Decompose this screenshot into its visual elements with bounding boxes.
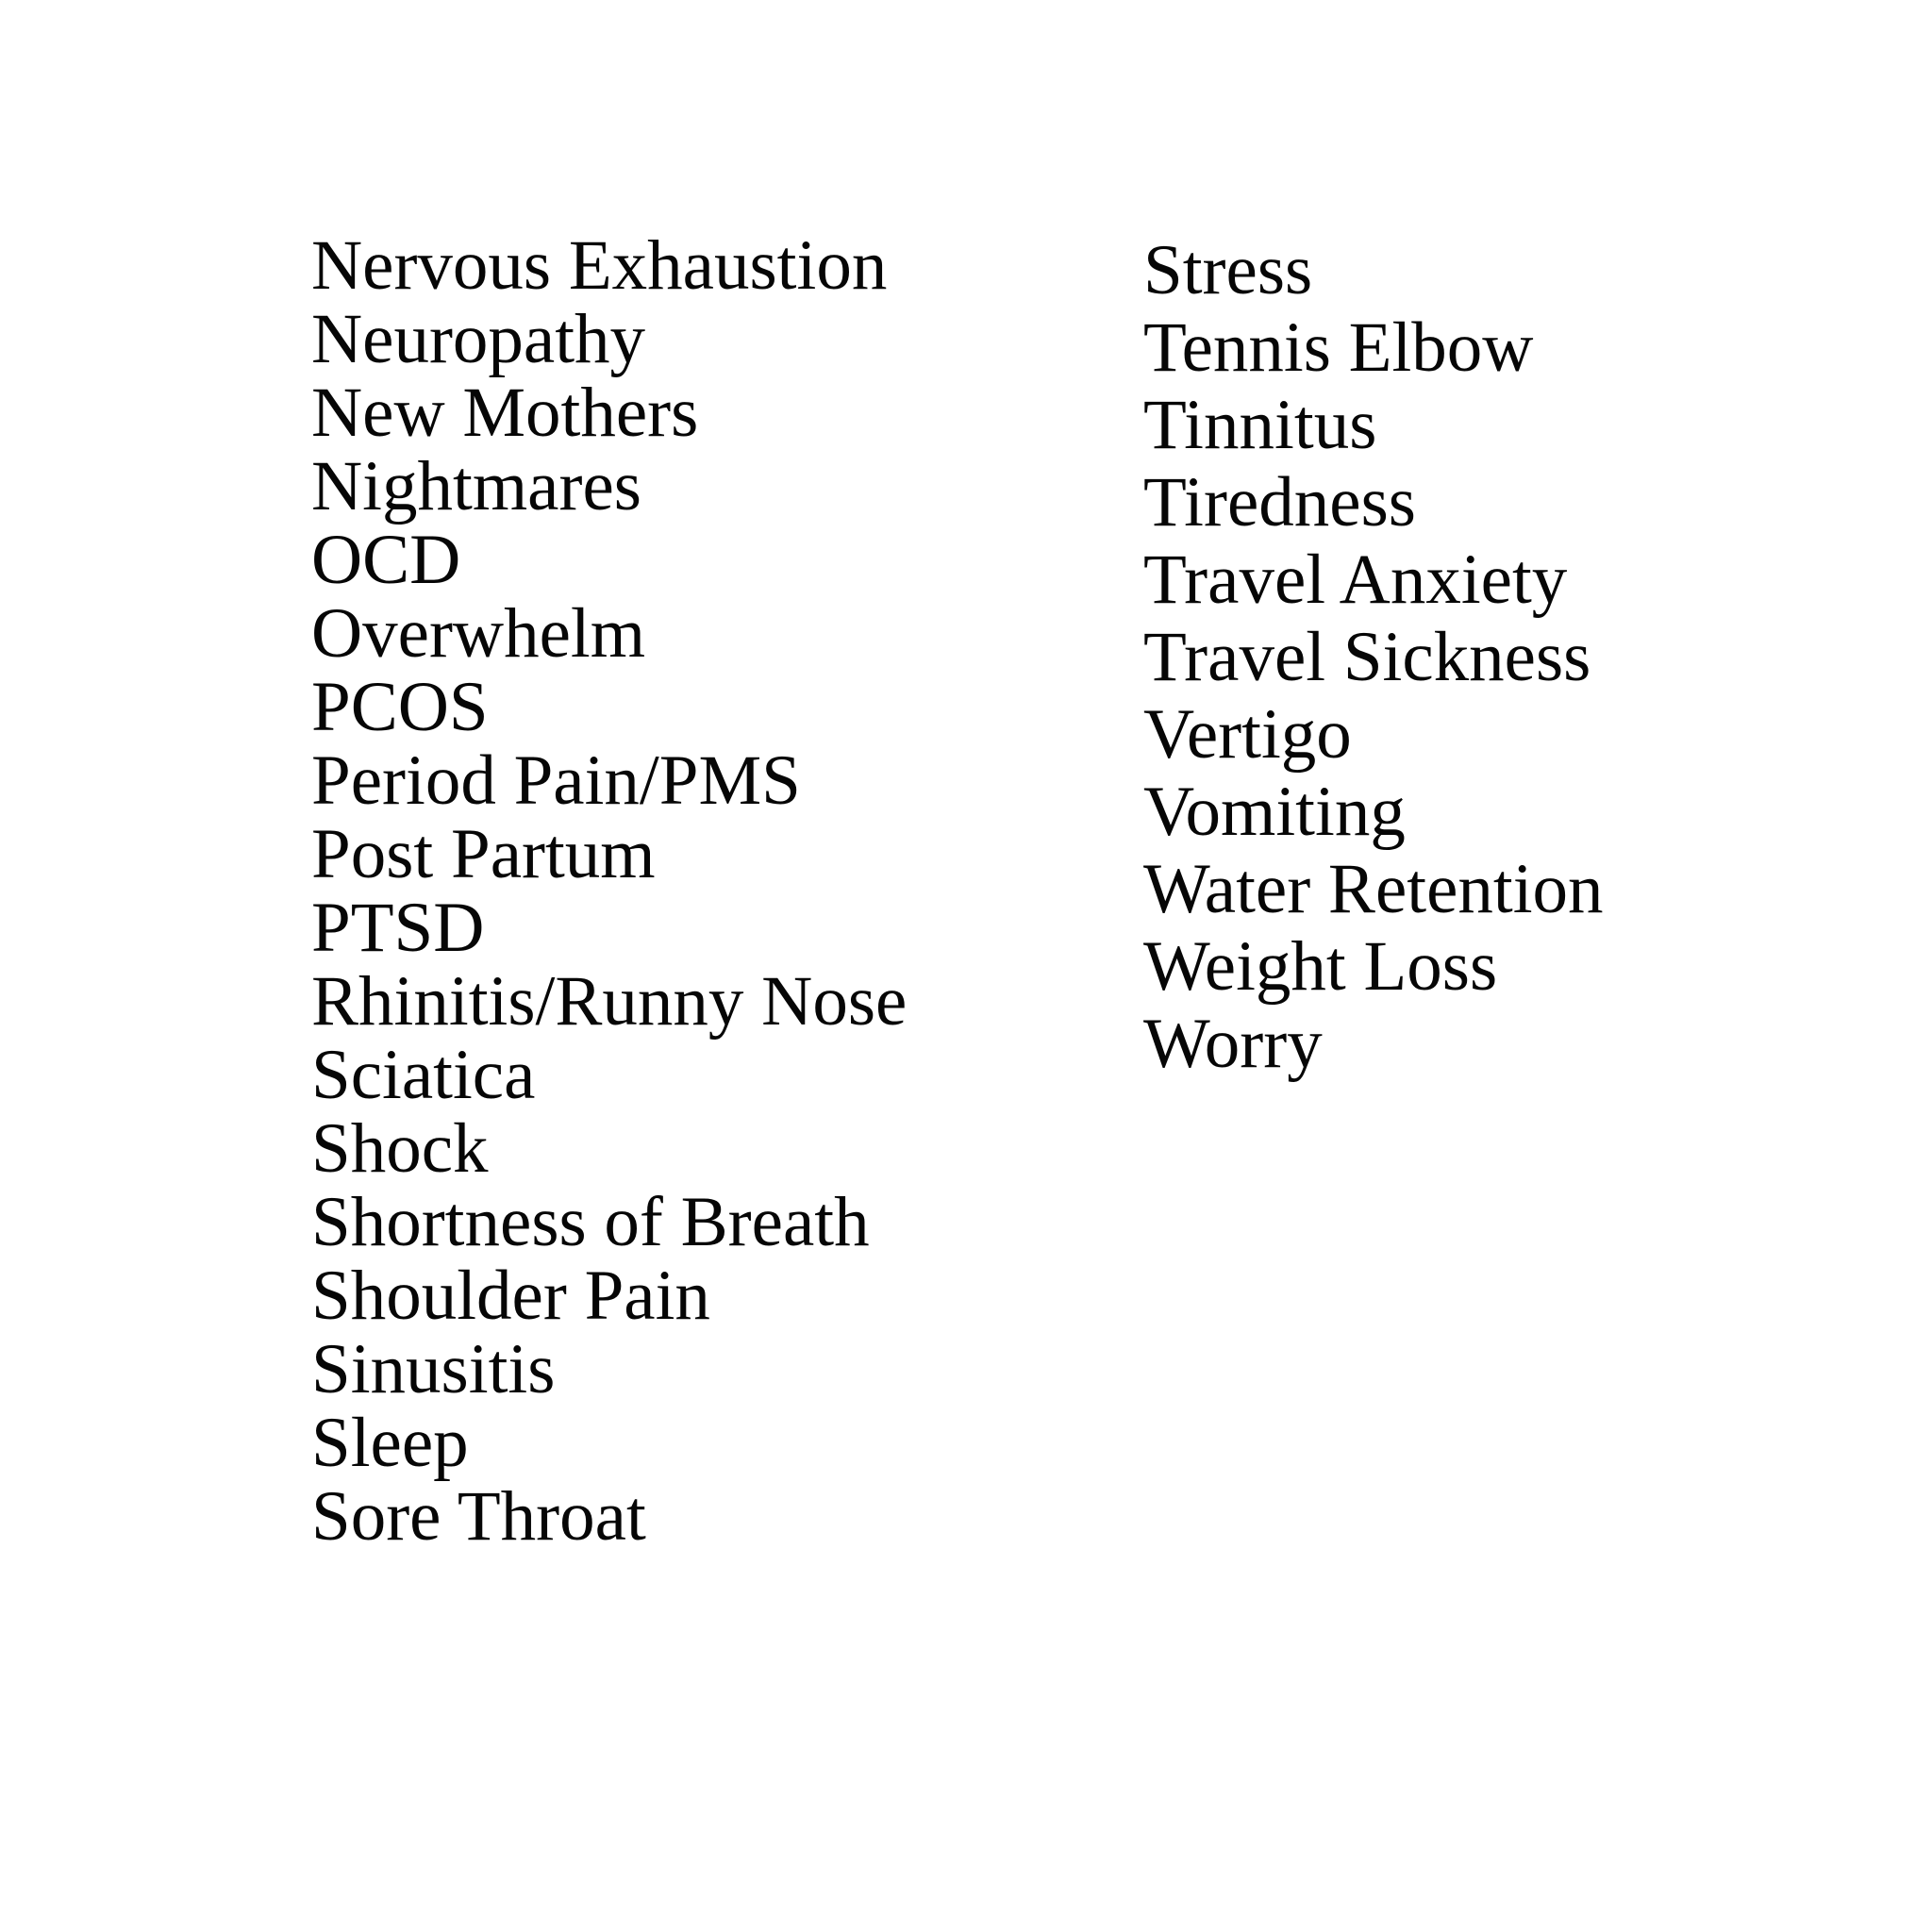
list-item: Vertigo (1143, 695, 1352, 774)
list-item: PTSD (311, 889, 485, 967)
list-item: Sore Throat (311, 1477, 646, 1556)
list-item: Post Partum (311, 815, 656, 893)
ailments-column-left (311, 226, 908, 1556)
list-item: Weight Loss (1143, 927, 1498, 1006)
list-item: Sinusitis (311, 1330, 556, 1408)
list-item: Worry (1143, 1005, 1323, 1083)
list-item: Travel Sickness (1143, 618, 1591, 696)
list-item: Period Pain/PMS (311, 741, 801, 820)
list-item: Water Retention (1143, 850, 1604, 928)
list-item: Neuropathy (311, 300, 646, 378)
list-item: Tinnitus (1143, 386, 1377, 464)
list-item: Overwhelm (311, 594, 646, 673)
list-item: Tiredness (1143, 463, 1416, 541)
list-item: PCOS (311, 668, 489, 746)
list-item: Shock (311, 1109, 489, 1188)
list-item: Nervous Exhaustion (311, 226, 888, 305)
list-item: Rhinitis/Runny Nose (311, 962, 908, 1041)
ailments-column-right (1143, 232, 1604, 1083)
list-item: Tennis Elbow (1143, 308, 1534, 387)
list-item: Sleep (311, 1404, 469, 1482)
list-item: Sciatica (311, 1036, 536, 1114)
list-item: Travel Anxiety (1143, 541, 1568, 619)
list-item: OCD (311, 521, 461, 599)
list-item: Vomiting (1143, 773, 1406, 851)
list-item: Stress (1143, 231, 1313, 309)
list-item: New Mothers (311, 374, 699, 452)
list-item: Shoulder Pain (311, 1257, 710, 1335)
list-item: Nightmares (311, 447, 641, 525)
list-item: Shortness of Breath (311, 1183, 870, 1261)
